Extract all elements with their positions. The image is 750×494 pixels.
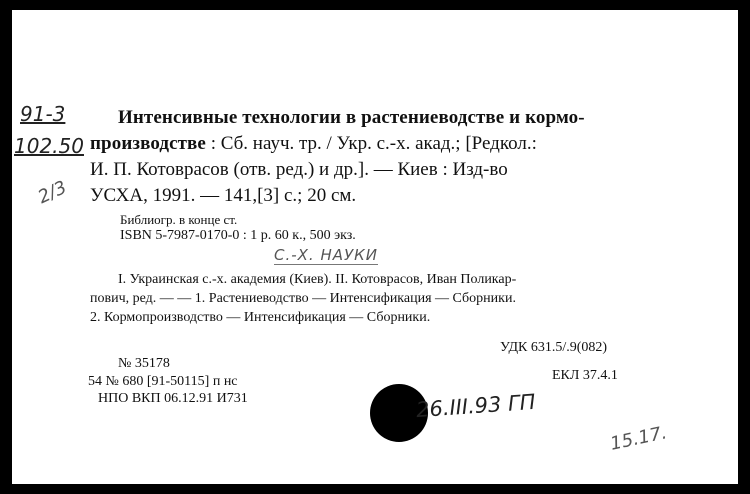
handwritten-stamp-scribble: С.-Х. НАУКИ — [274, 246, 379, 264]
ekl-code: ЕКЛ 37.4.1 — [552, 368, 618, 383]
isbn-line: ISBN 5-7987-0170-0 : 1 р. 60 к., 500 экз. — [120, 228, 356, 243]
handwritten-corner-scribble: 15.17. — [608, 422, 669, 455]
udk-code: УДК 631.5/.9(082) — [500, 340, 608, 355]
title-word-bold: производстве — [90, 133, 206, 154]
handwritten-date: 26.III.93 ГП — [415, 389, 537, 423]
handwritten-shelf-code-1: 91-3 — [20, 102, 66, 126]
catalog-card — [12, 10, 738, 484]
handwritten-shelf-code-2: 102.50 — [14, 134, 84, 158]
bibliography-note: Библиогр. в конце ст. — [120, 212, 238, 227]
title-line-1: Интенсивные технологии в растениеводстве и кормо- — [118, 107, 585, 128]
subjects-line-2: пович, ред. — — 1. Растениеводство — Интенсификация — Сборники. — [90, 291, 516, 306]
title-line-4: УСХА, 1991. — 141,[3] с.; 20 см. — [90, 185, 357, 206]
publisher-line: НПО ВКП 06.12.91 И731 — [98, 391, 248, 406]
title-line-2 — [90, 133, 537, 155]
subjects-line-3: 2. Кормопроизводство — Интенсификация — Сборники. — [90, 310, 431, 325]
subjects-line-1: I. Украинская с.-х. академия (Киев). II. Котоврасов, Иван Поликар- — [118, 272, 517, 287]
handwritten-margin-scribble: 2/3 — [34, 176, 71, 209]
title-line-2-rest: : Сб. науч. тр. / Укр. с.-х. акад.; [Редкол.: — [210, 133, 537, 154]
title-line-3: И. П. Котоврасов (отв. ред.) и др.]. — Киев : Изд-во — [90, 159, 508, 180]
order-line: 54 № 680 [91-50115] п нс — [88, 374, 238, 389]
card-number: № 35178 — [118, 356, 170, 371]
